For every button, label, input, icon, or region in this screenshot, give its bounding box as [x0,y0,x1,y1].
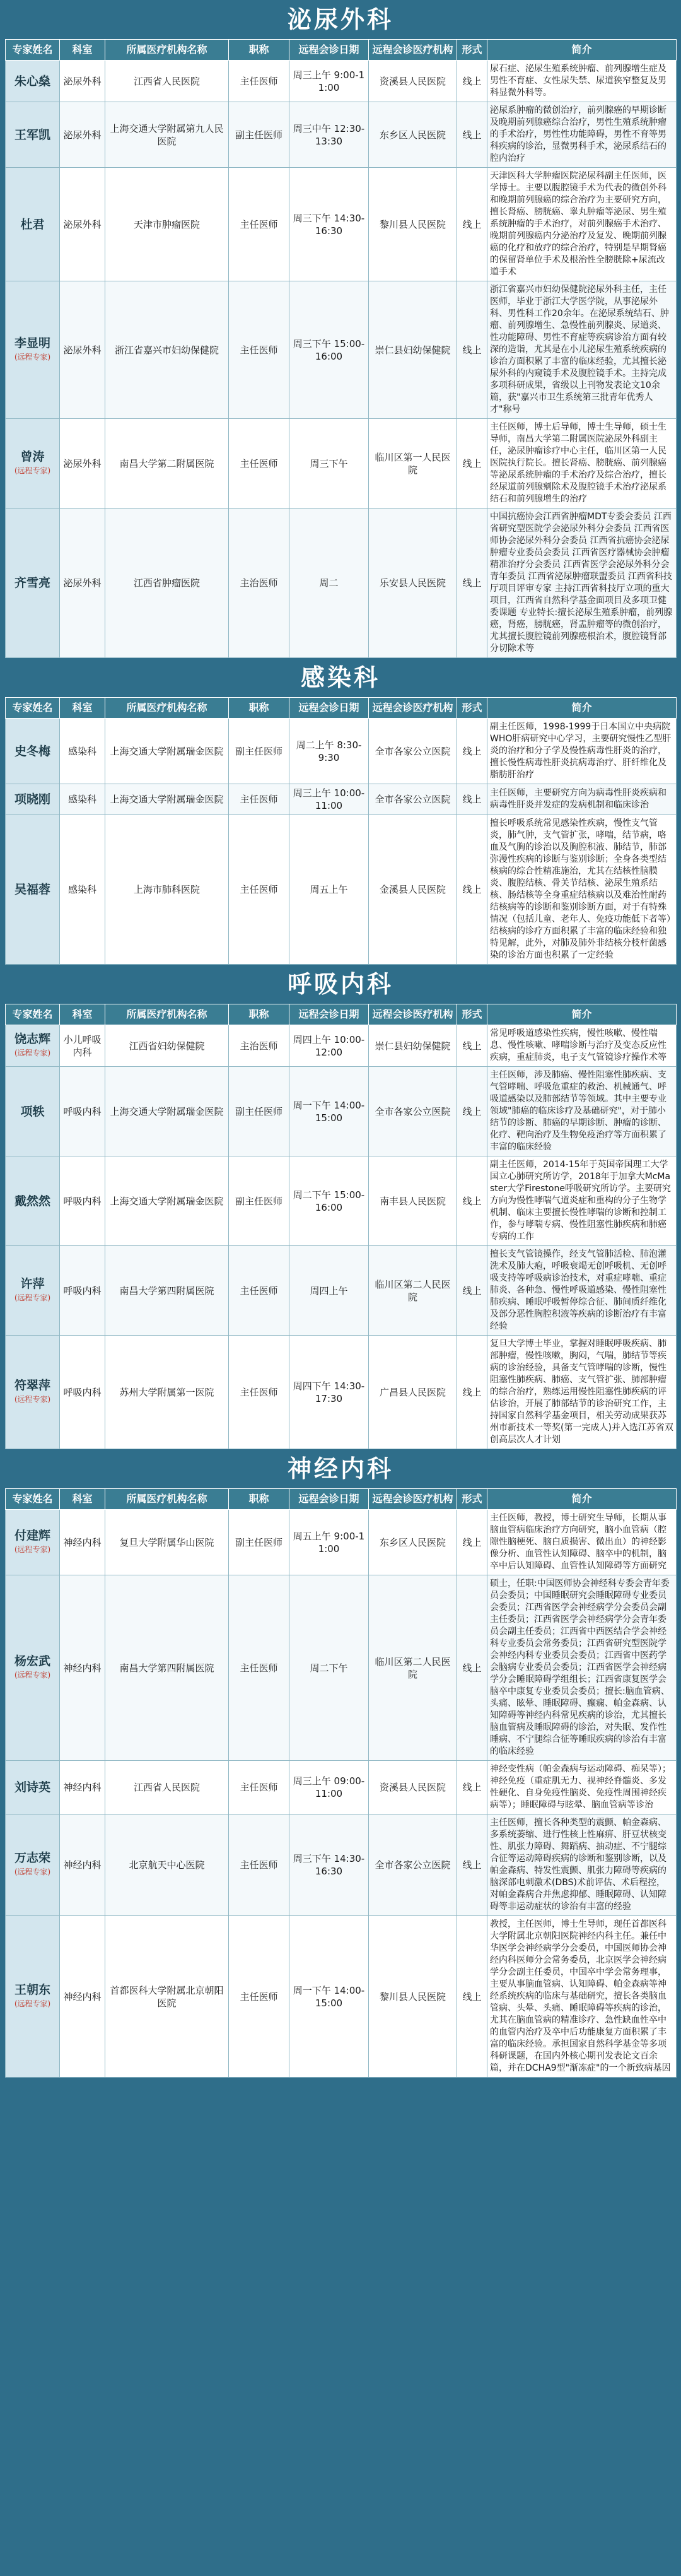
header-row [6,1004,677,1025]
dept-cell: 泌尿外科 [60,509,105,658]
dept-cell: 泌尿外科 [60,168,105,281]
dept-cell: 呼吸内科 [60,1336,105,1449]
table-row [6,1814,677,1916]
intro-cell: 中国抗癌协会江西省肿瘤MDT专委会委员 江西省研究型医院学会泌尿外科分会委员 江西省医师协会泌尿外科分会委员 江西省抗癌协会泌尿肿瘤专业委员会委员 江西省医疗器械协会肿瘤精准治疗分会委员 江西省医学会泌尿外科分会青年委员 江西省泌尿肿瘤联盟委员 江西省科技厅项目评审专家 主持江西省科技厅立项的重大项目，江西省自然科学基金面项目及多项卫健委课题 专业特长:擅长泌尿生殖系肿瘤，前列腺癌，肾癌，膀胱癌，肾盂肿瘤等的微创治疗，尤其擅长腹腔镜前列腺癌根治术，腹腔镜肾部分切除术等 [487,509,677,658]
section-1 [5,658,676,965]
form-cell: 线上 [457,168,487,281]
expert-name: 吴福蓉 [14,883,50,897]
form-cell: 线上 [457,1761,487,1814]
form-cell: 线上 [457,1814,487,1916]
form-cell: 线上 [457,1916,487,2078]
section-3 [5,1449,676,2078]
expert-name: 刘诗英 [14,1780,50,1794]
column-header: 所属医疗机构名称 [105,698,229,719]
dept-cell: 神经内科 [60,1575,105,1761]
expert-name: 付建辉 [14,1528,50,1543]
intro-cell: 泌尿系肿瘤的微创治疗，前列腺癌的早期诊断及晚期前列腺癌综合治疗，男性生殖系统肿瘤的手术治疗，男性性功能障碍，男性不育等男科疾病的诊治，显微男科手术，泌尿系结石的腔内治疗 [487,102,677,168]
column-header: 所属医疗机构名称 [105,1004,229,1025]
expert-name: 符翠萍 [14,1378,50,1392]
date-cell: 周一下午 14:00-15:00 [289,1916,369,2078]
date-cell: 周三下午 [289,419,369,509]
expert-name: 史冬梅 [14,744,50,758]
header-row [6,1489,677,1510]
date-cell: 周三上午 10:00-11:00 [289,784,369,815]
intro-cell: 主任医师，博士后导师，博士生导师，硕士生导师，南昌大学第二附属医院泌尿外科副主任，泌尿肿瘤诊疗中心主任，临川区第一人民医院执行院长。擅长肾癌、膀胱癌、前列腺癌等泌尿系统肿瘤的手术治疗及综合治疗，擅长经尿道前列腺剜除术及腹腔镜手术治疗泌尿系结石和前列腺增生的治疗 [487,419,677,509]
expert-name: 曾涛 [20,449,45,464]
intro-cell: 天津医科大学肿瘤医院泌尿科副主任医师，医学博士。主要以腹腔镜手术为代表的微创外科和晚期前列腺癌的综合治疗为主要研究方向，擅长肾癌、膀胱癌、睾丸肿瘤等泌尿、男生殖系统肿瘤的手术治疗，对前列腺癌手术治疗、晚期前列腺癌内分泌治疗及复发、晚期前列腺癌的化疗和放疗的综合治疗，特别是早期肾癌的保留肾单位手术及根治性全膀胱除+尿流改道手术 [487,168,677,281]
title-cell: 主任医师 [229,1916,289,2078]
expert-name-cell [6,509,60,658]
org-cell: 首都医科大学附属北京朝阳医院 [105,1916,229,2078]
intro-cell: 主任医师，教授，博士研究生导师，长期从事脑血管病临床治疗方向研究，脑小血管病（腔隙性脑梗死、脑白质损害、微出血）的神经影像分析、血管性认知障碍、脑卒中的机制，脑卒中后认知障碍、血管性认知障碍等方面研究 [487,1510,677,1575]
org-cell: 天津市肿瘤医院 [105,168,229,281]
remote-cell: 东乡区人民医院 [369,102,457,168]
org-cell: 江西省妇幼保健院 [105,1025,229,1067]
date-cell: 周三上午 9:00-11:00 [289,61,369,102]
expert-name: 戴然然 [14,1194,50,1208]
intro-cell: 主任医师，涉及肺癌、慢性阻塞性肺疾病、支气管哮喘、呼吸危重症的救治、机械通气、呼吸道感染以及肺部结节等领域。其中主要专业领域"肺癌的临床诊疗及基础研究"，对于肺小结节的诊断、肺癌的早期诊断、肿瘤的诊断、化疗、靶向治疗及生物免疫治疗等方面积累了丰富的临床经验 [487,1067,677,1156]
expert-table [5,1488,677,2078]
expert-name-cell [6,419,60,509]
date-cell: 周三上午 09:00-11:00 [289,1761,369,1814]
column-header: 所属医疗机构名称 [105,40,229,61]
form-cell: 线上 [457,815,487,965]
column-header: 职称 [229,40,289,61]
org-cell: 南昌大学第二附属医院 [105,419,229,509]
intro-cell: 常见呼吸道感染性疾病，慢性咳嗽、慢性喘息、慢性咳嗽、哮喘诊断与治疗及变态反应性疾病，重症肺炎，电子支气管镜诊疗操作术等 [487,1025,677,1067]
title-cell: 主治医师 [229,1025,289,1067]
form-cell: 线上 [457,419,487,509]
remote-cell: 全市各家公立医院 [369,719,457,784]
expert-name: 项轶 [20,1104,45,1119]
remote-cell: 广昌县人民医院 [369,1336,457,1449]
remote-cell: 黎川县人民医院 [369,168,457,281]
expert-table [5,697,677,965]
column-header: 科室 [60,40,105,61]
title-cell: 主任医师 [229,1814,289,1916]
remote-expert-badge: (远程专家) [14,1867,51,1876]
column-header: 形式 [457,40,487,61]
remote-cell: 崇仁县妇幼保健院 [369,1025,457,1067]
dept-cell: 泌尿外科 [60,419,105,509]
column-header: 科室 [60,1004,105,1025]
org-cell: 上海交通大学附属瑞金医院 [105,784,229,815]
expert-name-cell [6,1575,60,1761]
intro-cell: 浙江省嘉兴市妇幼保健院泌尿外科主任，主任医师，毕业于浙江大学医学院，从事泌尿外科、男性科工作20余年。在泌尿系统结石、肿瘤、前列腺增生、急慢性前列腺炎、尿道炎、性功能障碍、男性不育症等疾病诊治方面有较深的造诣，尤其是在小儿泌尿生殖系统疾病的诊治方面积累了丰富的临床经验，尤其擅长泌尿外科的内窥镜手术及腹腔镜手术。主持完成多项科研成果，省级以上刊物发表论文10余篇，获"嘉兴市卫生系统第三批青年优秀人才"称号 [487,281,677,419]
section-0 [5,0,676,658]
column-header: 职称 [229,1489,289,1510]
expert-name: 项晓刚 [14,792,50,806]
intro-cell: 神经变性病（帕金森病与运动障碍、痴呆等）；神经免疫（重症肌无力、视神经脊髓炎、多发性硬化、自身免疫性脑炎、免疫性周围神经疾病等）；睡眠障碍与眩晕、脑血管病等诊治 [487,1761,677,1814]
expert-table [5,1004,677,1449]
org-cell: 苏州大学附属第一医院 [105,1336,229,1449]
remote-cell: 乐安县人民医院 [369,509,457,658]
date-cell: 周一下午 14:00-15:00 [289,1067,369,1156]
section-title: 呼吸内科 [287,970,393,998]
remote-expert-badge: (远程专家) [14,1999,51,2008]
expert-name-cell [6,1246,60,1336]
org-cell: 江西省肿瘤医院 [105,509,229,658]
org-cell: 江西省人民医院 [105,61,229,102]
title-cell: 主治医师 [229,509,289,658]
date-cell: 周二下午 [289,1575,369,1761]
expert-name: 王军凯 [14,127,50,142]
expert-name: 王朝东 [14,1982,50,1997]
title-cell: 副主任医师 [229,719,289,784]
form-cell: 线上 [457,784,487,815]
table-row [6,1761,677,1814]
table-row [6,102,677,168]
expert-name-cell [6,815,60,965]
intro-cell: 复旦大学博士毕业，掌握对睡眠呼吸疾病、肺部肿瘤，慢性咳嗽，胸闷，气喘，肺结节等疾病的诊治经验，具备支气管哮喘的诊断，慢性阻塞性肺疾病、肺癌、支气管扩张、肺部肿瘤的综合治疗，熟练运用慢性阻塞性肺疾病的评估诊治，开展了肺部结节的诊治研究工作，主持国家自然科学基金项目，相关劳动成果获苏州市新技术一等奖(第一完成人)并入选江苏省双创高层次人才计划 [487,1336,677,1449]
expert-name-cell [6,719,60,784]
column-header: 简介 [487,1489,677,1510]
dept-cell: 神经内科 [60,1916,105,2078]
remote-cell: 全市各家公立医院 [369,784,457,815]
title-cell: 主任医师 [229,815,289,965]
remote-cell: 全市各家公立医院 [369,1814,457,1916]
expert-name-cell [6,168,60,281]
intro-cell: 副主任医师，2014-15年于英国帝国理工大学国立心肺研究所访学，2018年于加拿大McMaster大学Firestone呼吸研究所访学。主要研究方向为慢性哮喘气道炎症和重构的分子生物学机制、临床主要擅长慢性哮喘的诊断和控制工作，参与哮喘专病、慢性阻塞性肺疾病和肺癌专病的工作 [487,1156,677,1246]
table-row [6,1246,677,1336]
org-cell: 上海交通大学附属瑞金医院 [105,1067,229,1156]
title-cell: 主任医师 [229,1575,289,1761]
expert-name-cell [6,1156,60,1246]
intro-cell: 擅长呼吸系统常见感染性疾病，慢性支气管炎，肺气肿，支气管扩张，哮喘，结节病，咯血及气胸的诊治以及胸腔积液、肺结节，肺部弥漫性疾病的诊断与鉴别诊断；全身各类型结核病的综合性精准施治，尤其在结核性脑膜炎、腹腔结核、骨关节结核、泌尿生殖系结核、肠结核等全身重症结核病以及难治性耐药结核病等的诊断和鉴别诊断方面，对于有特殊情况（包括儿童、老年人、免疫功能低下者等）结核病的诊疗方面积累了丰富的临床经验和独特见解，此外，对肺及肺外非结核分枝杆菌感染的诊治方面也积累了一定经验 [487,815,677,965]
expert-name-cell [6,281,60,419]
section-2 [5,965,676,1449]
dept-cell: 泌尿外科 [60,281,105,419]
intro-cell: 主任医师，擅长各种类型的震颤、帕金森病、多系统萎缩、进行性核上性麻痹、肝豆状核变性、肌张力障碍、舞蹈病、抽动症、不宁腿综合征等运动障碍疾病的诊断和鉴别诊断，以及帕金森病、特发性震颤、肌张力障碍等疾病的脑深部电刺激术(DBS)术前评估、术后程控，对帕金森病合并焦虑抑郁、睡眠障碍、认知障碍等非运动症状的诊治有丰富的经验 [487,1814,677,1916]
header-row [6,698,677,719]
date-cell: 周四上午 [289,1246,369,1336]
column-header: 科室 [60,1489,105,1510]
form-cell: 线上 [457,1510,487,1575]
column-header: 专家姓名 [6,698,60,719]
expert-name: 朱心燊 [14,74,50,88]
date-cell: 周三下午 14:30-16:30 [289,1814,369,1916]
dept-cell: 感染科 [60,719,105,784]
column-header: 形式 [457,1489,487,1510]
expert-name-cell [6,1025,60,1067]
column-header: 职称 [229,698,289,719]
table-row [6,1510,677,1575]
table-row [6,1336,677,1449]
form-cell: 线上 [457,1575,487,1761]
date-cell: 周五上午 [289,815,369,965]
org-cell: 上海交通大学附属瑞金医院 [105,1156,229,1246]
column-header: 职称 [229,1004,289,1025]
title-cell: 主任医师 [229,1761,289,1814]
org-cell: 上海交通大学附属瑞金医院 [105,719,229,784]
table-row [6,281,677,419]
title-cell: 主任医师 [229,784,289,815]
form-cell: 线上 [457,61,487,102]
date-cell: 周三下午 14:30-16:30 [289,168,369,281]
table-row [6,815,677,965]
date-cell: 周四下午 14:30-17:30 [289,1336,369,1449]
title-cell: 主任医师 [229,281,289,419]
form-cell: 线上 [457,1336,487,1449]
table-row [6,1575,677,1761]
header-row [6,40,677,61]
expert-name-cell [6,1916,60,2078]
remote-cell: 临川区第二人民医院 [369,1575,457,1761]
column-header: 远程会诊医疗机构 [369,1489,457,1510]
remote-expert-badge: (远程专家) [14,352,51,362]
table-row [6,1067,677,1156]
remote-expert-badge: (远程专家) [14,1048,51,1057]
column-header: 科室 [60,698,105,719]
remote-expert-badge: (远程专家) [14,466,51,475]
org-cell: 上海市肺科医院 [105,815,229,965]
form-cell: 线上 [457,281,487,419]
title-cell: 主任医师 [229,1336,289,1449]
table-row [6,61,677,102]
expert-name-cell [6,61,60,102]
dept-cell: 泌尿外科 [60,61,105,102]
column-header: 远程会诊医疗机构 [369,698,457,719]
expert-name-cell [6,1336,60,1449]
intro-cell: 尿石症、泌尿生殖系统肿瘤、前列腺增生症及男性不育症、女性尿失禁、尿道狭窄整复及男科显微外科等。 [487,61,677,102]
org-cell: 北京航天中心医院 [105,1814,229,1916]
org-cell: 上海交通大学附属第九人民医院 [105,102,229,168]
org-cell: 浙江省嘉兴市妇幼保健院 [105,281,229,419]
remote-cell: 崇仁县妇幼保健院 [369,281,457,419]
column-header: 形式 [457,1004,487,1025]
expert-table [5,39,677,658]
intro-cell: 擅长支气管镜操作，经支气管肺活检、肺泡灌洗术及肺大疱，呼吸衰竭无创呼吸机、无创呼吸支持等呼吸病诊治技术，对重症哮喘、重症肺炎、各种急、慢性呼吸道感染、慢性阻塞性肺疾病、睡眠呼吸暂停综合征、肺间质纤维化及部分恶性胸腔积液等疾病的诊断治疗有丰富经验 [487,1246,677,1336]
form-cell: 线上 [457,1246,487,1336]
column-header: 远程会诊日期 [289,698,369,719]
expert-name: 许萍 [20,1276,45,1291]
expert-name: 饶志辉 [14,1032,50,1046]
dept-cell: 神经内科 [60,1814,105,1916]
column-header: 所属医疗机构名称 [105,1489,229,1510]
dept-cell: 小儿呼吸内科 [60,1025,105,1067]
table-row [6,168,677,281]
column-header: 专家姓名 [6,1004,60,1025]
column-header: 简介 [487,1004,677,1025]
expert-name: 万志荣 [14,1851,50,1865]
remote-cell: 资溪县人民医院 [369,1761,457,1814]
expert-name: 杜君 [20,217,45,232]
intro-cell: 硕士，任职:中国医师协会神经科专委会青年委员会委员；中国睡眠研究会睡眠障碍专业委员会委员；江西省医学会神经病学分会委员会副主任委员；江西省医学会神经病学分会青年委员会副主任委员；江西省中西医结合学会神经科专业委员会常务委员；江西省研究型医院学会神经内科专业委员会委员；江西省中医药学会脑病专业委员会委员；江西省医学会神经病学分会睡眠障碍学组组长；江西省康复医学会脑卒中康复专业委员会委员；擅长:脑血管病、头痛、眩晕、睡眠障碍、癫痫、帕金森病、认知障碍等神经内科常见疾病的诊治，尤其擅长脑血管病及睡眠障碍的诊治，对失眠、发作性睡病、不宁腿综合征等睡眠疾病的诊治有丰富的临床经验 [487,1575,677,1761]
remote-expert-badge: (远程专家) [14,1670,51,1679]
dept-cell: 神经内科 [60,1510,105,1575]
table-row [6,509,677,658]
form-cell: 线上 [457,102,487,168]
form-cell: 线上 [457,509,487,658]
remote-cell: 临川区第二人民医院 [369,1246,457,1336]
expert-name-cell [6,784,60,815]
table-row [6,419,677,509]
date-cell: 周二上午 8:30-9:30 [289,719,369,784]
expert-name-cell [6,1067,60,1156]
date-cell: 周三下午 15:00-16:00 [289,281,369,419]
form-cell: 线上 [457,1025,487,1067]
column-header: 远程会诊日期 [289,1004,369,1025]
remote-cell: 资溪县人民医院 [369,61,457,102]
dept-cell: 神经内科 [60,1761,105,1814]
dept-cell: 感染科 [60,784,105,815]
intro-cell: 主任医师，主要研究方向为病毒性肝炎疾病和病毒性肝炎并发症的发病机制和临床诊治 [487,784,677,815]
column-header: 形式 [457,698,487,719]
table-row [6,719,677,784]
remote-expert-badge: (远程专家) [14,1544,51,1554]
form-cell: 线上 [457,1156,487,1246]
column-header: 远程会诊日期 [289,40,369,61]
expert-name-cell [6,1761,60,1814]
table-row [6,784,677,815]
expert-name: 齐雪亮 [14,576,50,590]
form-cell: 线上 [457,719,487,784]
title-cell: 主任医师 [229,419,289,509]
column-header: 远程会诊日期 [289,1489,369,1510]
column-header: 远程会诊医疗机构 [369,40,457,61]
title-cell: 副主任医师 [229,1067,289,1156]
dept-cell: 呼吸内科 [60,1246,105,1336]
date-cell: 周二 [289,509,369,658]
date-cell: 周二下午 15:00-16:00 [289,1156,369,1246]
org-cell: 江西省人民医院 [105,1761,229,1814]
dept-cell: 泌尿外科 [60,102,105,168]
remote-cell: 黎川县人民医院 [369,1916,457,2078]
section-title: 神经内科 [287,1455,393,1483]
title-cell: 主任医师 [229,1246,289,1336]
remote-cell: 南丰县人民医院 [369,1156,457,1246]
dept-cell: 感染科 [60,815,105,965]
column-header: 远程会诊医疗机构 [369,1004,457,1025]
expert-name: 杨宏武 [14,1654,50,1668]
section-title: 感染科 [300,664,380,691]
remote-cell: 全市各家公立医院 [369,1067,457,1156]
remote-cell: 东乡区人民医院 [369,1510,457,1575]
dept-cell: 呼吸内科 [60,1067,105,1156]
remote-cell: 临川区第一人民医院 [369,419,457,509]
column-header: 简介 [487,40,677,61]
expert-name-cell [6,1814,60,1916]
title-cell: 副主任医师 [229,1510,289,1575]
title-cell: 主任医师 [229,168,289,281]
remote-expert-badge: (远程专家) [14,1394,51,1404]
org-cell: 复旦大学附属华山医院 [105,1510,229,1575]
date-cell: 周五上午 9:00-11:00 [289,1510,369,1575]
org-cell: 南昌大学第四附属医院 [105,1575,229,1761]
remote-expert-badge: (远程专家) [14,1293,51,1302]
title-cell: 主任医师 [229,61,289,102]
column-header: 简介 [487,698,677,719]
intro-cell: 教授，主任医师，博士生导师，现任首都医科大学附属北京朝阳医院神经内科主任。兼任中华医学会神经病学分会委员，中国医师协会神经内科医师分会常务委员，北京医学会神经病学分会副主任委员，中国卒中学会常务理事，主要从事脑血管病、认知障碍、帕金森病等神经系统疾病的临床与基础研究，擅长各类脑血管病、头晕、头痛、睡眠障碍等疾病的诊治，尤其在脑血管病的精准诊疗、急性缺血性卒中的血管内治疗及卒中后功能康复方面积累了丰富的临床经验。承担国家自然科学基金等多项科研课题，在国内外核心期刊发表论文百余篇，并在DCHA9型"渐冻症"的一个新致病基因 [487,1916,677,2078]
org-cell: 南昌大学第四附属医院 [105,1246,229,1336]
table-row [6,1916,677,2078]
remote-cell: 金溪县人民医院 [369,815,457,965]
title-cell: 副主任医师 [229,102,289,168]
form-cell: 线上 [457,1067,487,1156]
table-row [6,1156,677,1246]
expert-name-cell [6,1510,60,1575]
column-header: 专家姓名 [6,40,60,61]
expert-name: 李显明 [14,336,50,350]
intro-cell: 副主任医师，1998-1999于日本国立中央病院WHO肝病研究中心学习，主要研究慢性乙型肝炎的治疗和分子学及慢性病毒性肝炎的治疗，擅长慢性病毒性肝炎抗病毒治疗、肝纤维化及脂肪肝治疗 [487,719,677,784]
table-row [6,1025,677,1067]
date-cell: 周三中午 12:30-13:30 [289,102,369,168]
dept-cell: 呼吸内科 [60,1156,105,1246]
section-title: 泌尿外科 [287,6,393,33]
date-cell: 周四上午 10:00-12:00 [289,1025,369,1067]
column-header: 专家姓名 [6,1489,60,1510]
expert-name-cell [6,102,60,168]
title-cell: 副主任医师 [229,1156,289,1246]
